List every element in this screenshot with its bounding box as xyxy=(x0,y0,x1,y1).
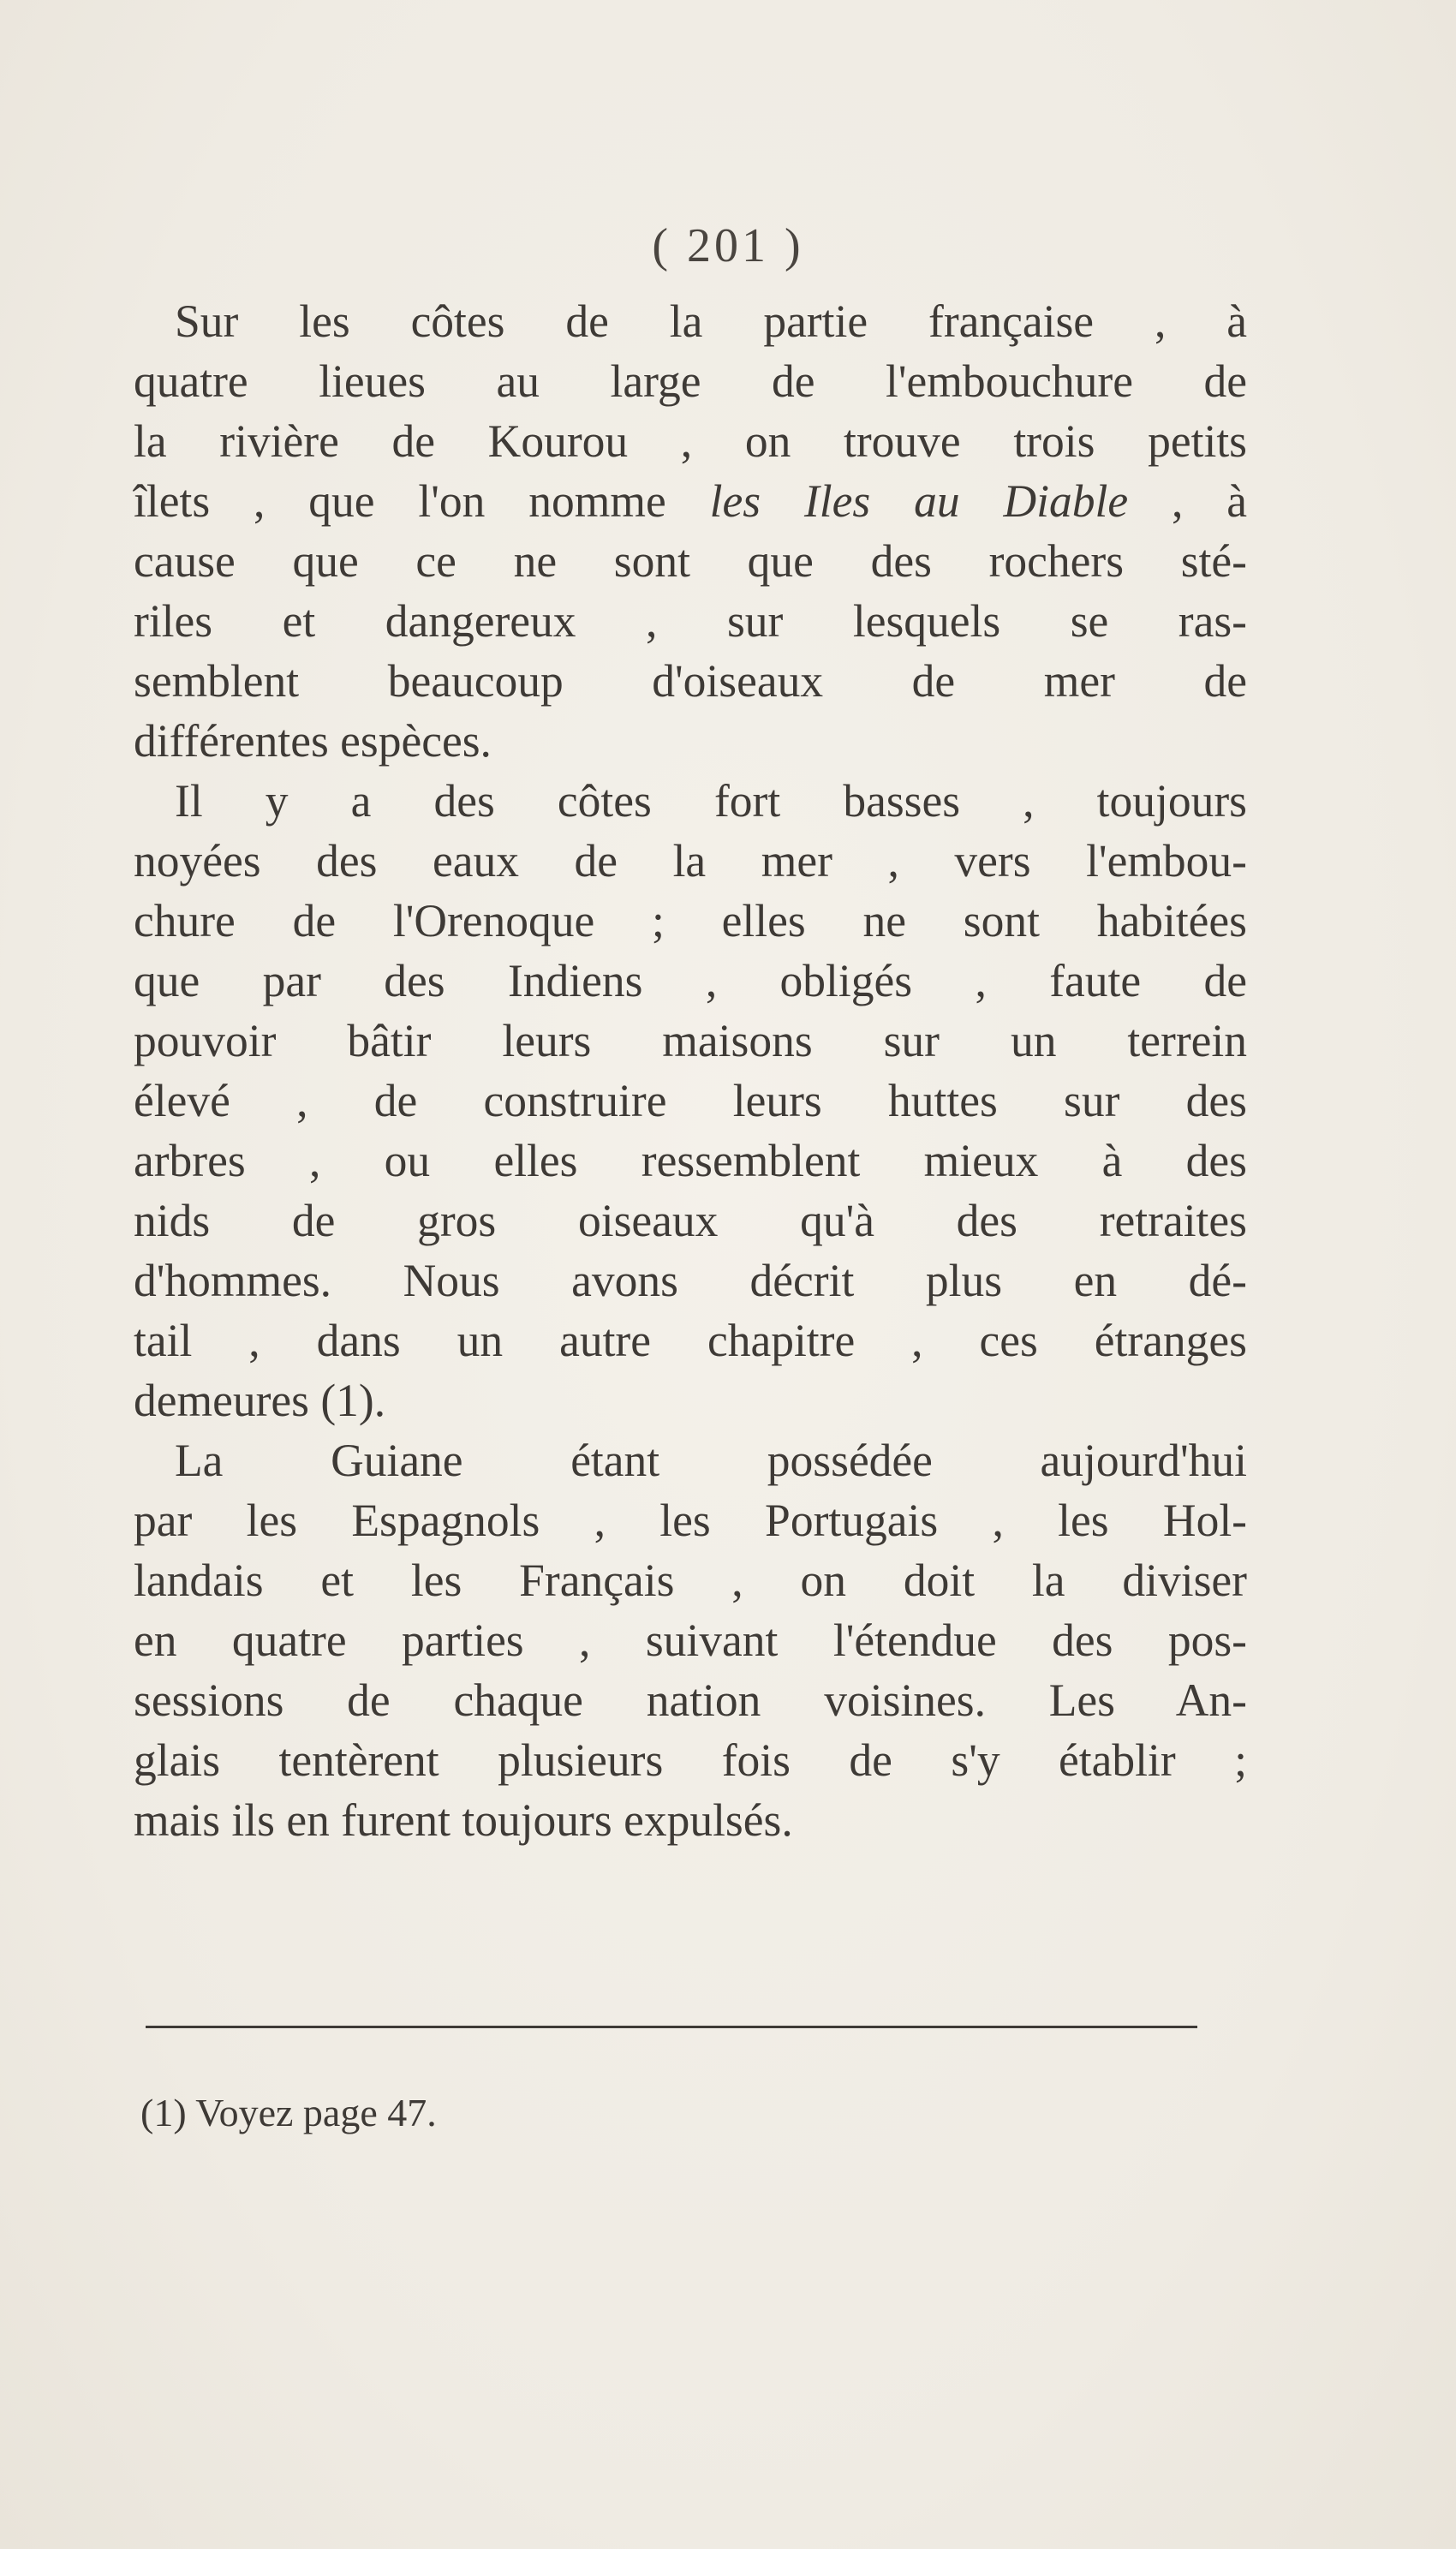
text-line: La Guiane étant possédée aujourd'hui xyxy=(175,1435,1247,1486)
footnote: (1) Voyez page 47. xyxy=(140,2091,437,2134)
text-line-content: îlets , que l'on nomme les Iles au Diable , à xyxy=(134,475,1247,527)
text-line: quatre lieues au large de l'embouchure de xyxy=(134,355,1247,407)
text-line: cause que ce ne sont que des rochers sté- xyxy=(134,535,1247,587)
paragraph xyxy=(134,771,1247,1430)
text-line: différentes espèces. xyxy=(134,715,492,767)
text-line: la rivière de Kourou , on trouve trois petits xyxy=(134,415,1247,467)
text-line xyxy=(134,471,1247,531)
text-line: mais ils en furent toujours expulsés. xyxy=(134,1794,793,1846)
text-line: d'hommes. Nous avons décrit plus en dé- xyxy=(134,1255,1247,1306)
paragraph xyxy=(134,1430,1247,1850)
footnote-divider xyxy=(146,2026,1197,2028)
italic-place-name: les Iles au Diable xyxy=(709,475,1129,527)
body-text xyxy=(134,291,1247,1850)
text-line: par les Espagnols , les Portugais , les Hol- xyxy=(134,1495,1247,1546)
text-line: glais tentèrent plusieurs fois de s'y établir ; xyxy=(134,1734,1247,1786)
text-line: semblent beaucoup d'oiseaux de mer de xyxy=(134,655,1247,707)
text-line: arbres , ou elles ressemblent mieux à des xyxy=(134,1135,1247,1186)
text-line: Il y a des côtes fort basses , toujours xyxy=(175,775,1247,827)
text-line: chure de l'Orenoque ; elles ne sont habitées xyxy=(134,895,1247,946)
text-line: demeures (1). xyxy=(134,1375,386,1426)
text-line: sessions de chaque nation voisines. Les An- xyxy=(134,1674,1247,1726)
text-line: tail , dans un autre chapitre , ces étranges xyxy=(134,1315,1247,1366)
text-line: landais et les Français , on doit la diviser xyxy=(134,1555,1247,1606)
page-number: ( 201 ) xyxy=(652,219,804,272)
text-line: élevé , de construire leurs huttes sur des xyxy=(134,1075,1247,1126)
text-line: nids de gros oiseaux qu'à des retraites xyxy=(134,1195,1247,1246)
text-line: en quatre parties , suivant l'étendue des pos- xyxy=(134,1615,1247,1666)
text-line: que par des Indiens , obligés , faute de xyxy=(134,955,1247,1006)
text-line: riles et dangereux , sur lesquels se ras- xyxy=(134,595,1247,647)
text-line: Sur les côtes de la partie française , à xyxy=(175,295,1247,347)
paragraph xyxy=(134,291,1247,771)
text-line: noyées des eaux de la mer , vers l'embou- xyxy=(134,835,1247,886)
text-line: pouvoir bâtir leurs maisons sur un terrein xyxy=(134,1015,1247,1066)
